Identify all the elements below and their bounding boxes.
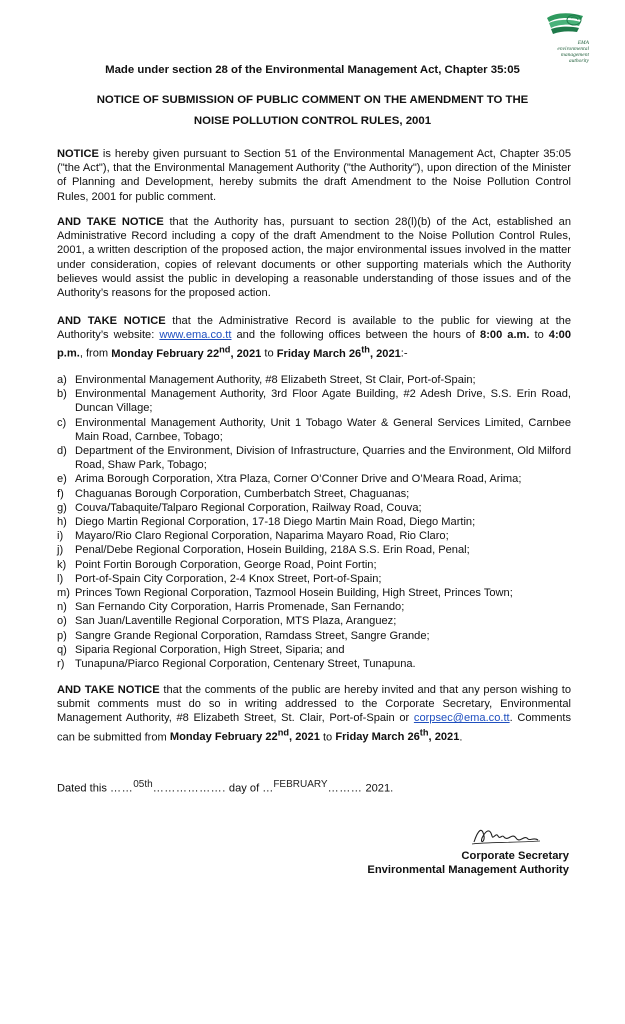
office-address: Princes Town Regional Corporation, Tazmool Hosein Building, High Street, Princes Town; bbox=[75, 587, 513, 600]
office-list-item bbox=[57, 600, 571, 614]
office-list-item bbox=[57, 387, 571, 415]
email-link[interactable]: corpsec@ema.co.tt bbox=[413, 712, 510, 725]
office-list-item bbox=[57, 657, 571, 671]
handwritten-signature bbox=[468, 822, 548, 850]
office-address: Couva/Tabaquite/Talparo Regional Corporation, Railway Road, Couva; bbox=[75, 501, 422, 514]
handwritten-day: 05th bbox=[133, 779, 153, 790]
office-address: San Fernando City Corporation, Harris Promenade, San Fernando; bbox=[75, 601, 405, 614]
list-marker: m) bbox=[57, 587, 70, 600]
office-address: San Juan/Laventille Regional Corporation, MTS Plaza, Aranguez; bbox=[75, 615, 397, 628]
paragraph-notice: NOTICE is hereby given pursuant to Section 51 of the Environmental Management Act, Chapter 35:05 ("the Act"), that the Environmental Management Authority ("the Authority"), upon direction of the Minister of Planning and Development, hereby submits the draft Amendment to the Noise Pollution Control Rules, 2001 for public comment. bbox=[57, 148, 571, 203]
list-marker: q) bbox=[57, 643, 67, 656]
office-address: Arima Borough Corporation, Xtra Plaza, Corner O’Conner Drive and O’Meara Road, Arima; bbox=[75, 473, 522, 486]
office-list-item bbox=[57, 529, 571, 543]
notice-title bbox=[40, 90, 585, 132]
office-list-item bbox=[57, 558, 571, 572]
list-marker: i) bbox=[57, 530, 64, 543]
office-list-item bbox=[57, 515, 571, 529]
office-list-item bbox=[57, 416, 571, 444]
list-marker: h) bbox=[57, 516, 67, 529]
office-list-item bbox=[57, 487, 571, 501]
notice-title-line2: NOISE POLLUTION CONTROL RULES, 2001 bbox=[193, 115, 432, 127]
office-address: Port-of-Spain City Corporation, 2-4 Knox Street, Port-of-Spain; bbox=[75, 572, 382, 585]
office-address: Siparia Regional Corporation, High Street, Siparia; and bbox=[75, 643, 345, 656]
list-marker: g) bbox=[57, 501, 67, 514]
office-address: Tunapuna/Piarco Regional Corporation, Centenary Street, Tunapuna. bbox=[75, 658, 416, 671]
office-address: Environmental Management Authority, 3rd Floor Agate Building, #2 Adesh Drive, S.S. Erin Road, Duncan Village; bbox=[75, 388, 571, 415]
office-address: Department of the Environment, Division of Infrastructure, Quarries and the Environment, Old Milford Road, Shaw Park, Tobago; bbox=[75, 445, 571, 472]
logo-wordmark: EMA environmental management authority bbox=[557, 40, 589, 64]
list-marker: c) bbox=[57, 416, 67, 429]
office-address: Mayaro/Rio Claro Regional Corporation, Naparima Mayaro Road, Rio Claro; bbox=[75, 530, 449, 543]
list-marker: j) bbox=[57, 544, 64, 557]
signatory-block bbox=[367, 849, 569, 877]
office-address: Environmental Management Authority, Unit 1 Tobago Water & General Services Limited, Carnbee Main Road, Carnbee, Tobago; bbox=[75, 416, 571, 443]
list-marker: k) bbox=[57, 558, 67, 571]
office-list-item bbox=[57, 444, 571, 472]
list-marker: p) bbox=[57, 629, 67, 642]
office-address: Point Fortin Borough Corporation, George Road, Point Fortin; bbox=[75, 558, 377, 571]
list-marker: b) bbox=[57, 388, 67, 401]
office-address: Sangre Grande Regional Corporation, Ramdass Street, Sangre Grande; bbox=[75, 629, 430, 642]
signatory-title: Corporate Secretary bbox=[461, 850, 569, 862]
office-address: Diego Martin Regional Corporation, 17-18 Diego Martin Main Road, Diego Martin; bbox=[75, 516, 476, 529]
office-address: Environmental Management Authority, #8 Elizabeth Street, St Clair, Port-of-Spain; bbox=[75, 374, 476, 386]
paragraph-viewing-locations: AND TAKE NOTICE that the Administrative Record is available to the public for viewing at the Authority’s website: www.ema.co.tt and the following offices between the hours of 8:00 a.m. to 4:00 p.m., from Monday February 22nd, 2021 to Friday March 26th, 2021:- bbox=[57, 315, 572, 361]
ema-logo bbox=[541, 10, 589, 62]
ema-logo-icon bbox=[541, 10, 589, 40]
office-list-item bbox=[57, 501, 571, 515]
list-marker: r) bbox=[57, 658, 65, 671]
made-under-heading: Made under section 28 of the Environmental Management Act, Chapter 35:05 bbox=[105, 64, 520, 76]
list-marker: a) bbox=[57, 374, 67, 386]
office-list-item bbox=[57, 643, 571, 657]
office-address: Chaguanas Borough Corporation, Cumberbatch Street, Chaguanas; bbox=[75, 487, 410, 500]
office-list-item bbox=[57, 472, 571, 486]
list-marker: e) bbox=[57, 473, 67, 486]
list-marker: l) bbox=[57, 572, 64, 585]
handwritten-month: FEBRUARY bbox=[273, 779, 328, 790]
list-marker: o) bbox=[57, 615, 67, 628]
office-list-item bbox=[57, 572, 571, 586]
signatory-organization: Environmental Management Authority bbox=[367, 864, 569, 876]
office-list-item bbox=[57, 586, 571, 600]
office-list-item bbox=[57, 614, 571, 628]
paragraph-administrative-record: AND TAKE NOTICE that the Authority has, pursuant to section 28(l)(b) of the Act, established an Administrative Record including a copy of the draft Amendment to the Noise Pollution Control Rules, 2001, a written description of the proposed action, the major environmental issues involved in the matter under consideration, copies of relevant documents or other supporting materials which the Authority believes would assist the public in developing a reasonable understanding of those issues and of the Authority’s reasons for the proposed action. bbox=[57, 216, 571, 300]
dated-line: Dated this ……$^{05th}$………………. day of …$^{FEBRUARY}$……… 2021. bbox=[57, 779, 394, 795]
paragraph-comments: AND TAKE NOTICE that the comments of the public are hereby invited and that any person wishing to submit comments must do so in writing addressed to the Corporate Secretary, Environmental Management Authority, #8 Elizabeth Street, St. Clair, Port-of-Spain or corpsec@ema.co.tt. Comments can be submitted from Monday February 22nd, 2021 to Friday March 26th, 2021. bbox=[57, 684, 572, 744]
office-list-item bbox=[57, 373, 571, 387]
list-marker: d) bbox=[57, 445, 67, 458]
list-marker: n) bbox=[57, 601, 67, 614]
office-list bbox=[57, 373, 571, 671]
website-link[interactable]: www.ema.co.tt bbox=[159, 329, 232, 342]
notice-title-line1: NOTICE OF SUBMISSION OF PUBLIC COMMENT ON THE AMENDMENT TO THE bbox=[96, 94, 529, 106]
office-list-item bbox=[57, 543, 571, 557]
office-list-item bbox=[57, 629, 571, 643]
list-marker: f) bbox=[57, 487, 64, 500]
office-address: Penal/Debe Regional Corporation, Hosein Building, 218A S.S. Erin Road, Penal; bbox=[75, 544, 470, 557]
